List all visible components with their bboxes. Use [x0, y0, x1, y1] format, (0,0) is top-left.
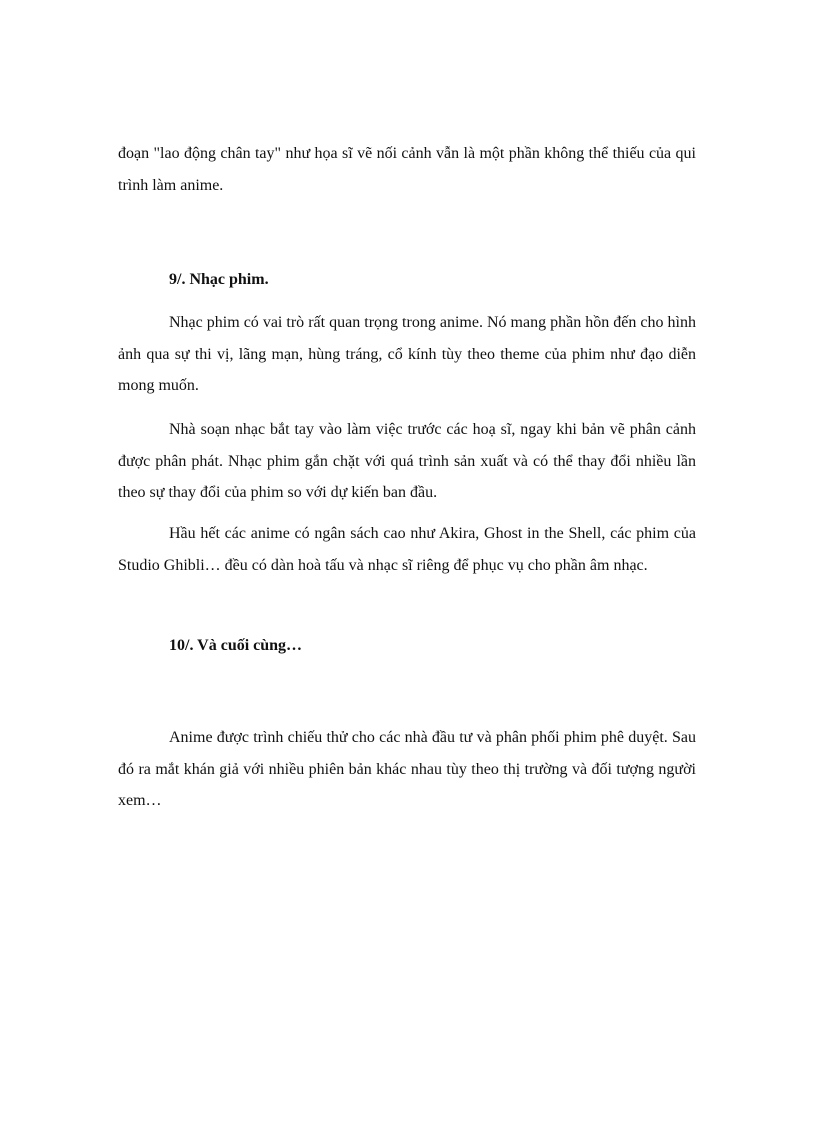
section-10-heading: 10/. Và cuối cùng…	[169, 637, 303, 654]
paragraph-continuation: đoạn "lao động chân tay" như họa sĩ vẽ nối cảnh vẫn là một phần không thể thiếu của qui trình làm anime.	[118, 145, 696, 194]
paragraph-finale-block	[118, 722, 696, 817]
paragraph-big-budget: Hầu hết các anime có ngân sách cao như Akira, Ghost in the Shell, các phim của Studio Ghibli… đều có dàn hoà tấu và nhạc sĩ riêng để phục vụ cho phần âm nhạc.	[118, 525, 696, 574]
paragraph-continuation-block	[118, 138, 696, 201]
paragraph-big-budget-block	[118, 518, 696, 581]
paragraph-finale: Anime được trình chiếu thử cho các nhà đầu tư và phân phối phim phê duyệt. Sau đó ra mắt khán giả với nhiều phiên bản khác nhau tùy theo thị trường và đối tượng người xem…	[118, 729, 696, 809]
paragraph-music-intro: Nhạc phim có vai trò rất quan trọng trong anime. Nó mang phần hồn đến cho hình ảnh qua sự thi vị, lãng mạn, hùng tráng, cổ kính tùy theo theme của phim như đạo diễn mong muốn.	[118, 314, 696, 394]
section-9-heading: 9/. Nhạc phim.	[169, 271, 269, 288]
paragraph-composer-block	[118, 414, 696, 509]
paragraph-music-intro-block	[118, 307, 696, 402]
paragraph-composer: Nhà soạn nhạc bắt tay vào làm việc trước các hoạ sĩ, ngay khi bản vẽ phân cảnh được phân phát. Nhạc phim gắn chặt với quá trình sản xuất và có thể thay đổi nhiều lần theo sự thay đổi của phim so với dự kiến ban đầu.	[118, 421, 696, 501]
